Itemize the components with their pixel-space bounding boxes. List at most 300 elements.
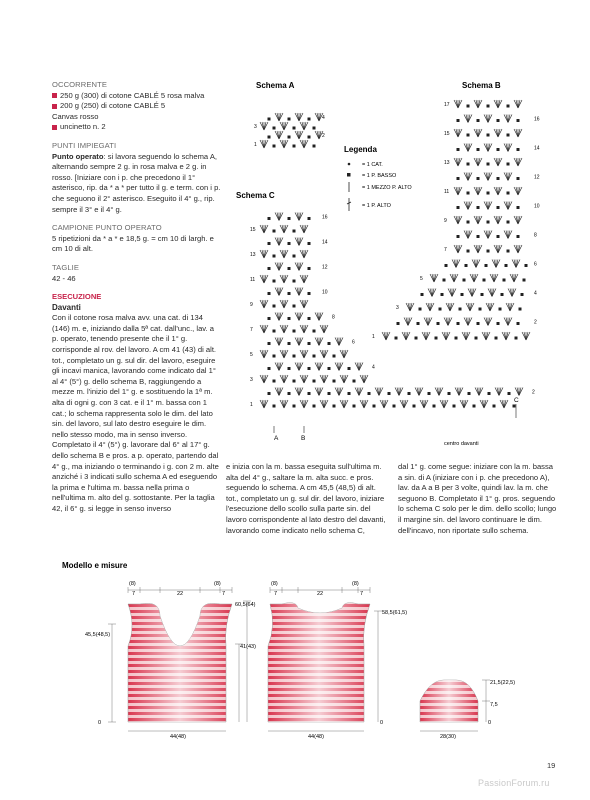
back-top-dim: 7: [360, 591, 364, 597]
square-icon: [293, 127, 296, 130]
stitch-fan-icon: [464, 231, 472, 239]
stitch-fan-icon: [275, 363, 283, 371]
sleeve-zero: 0: [488, 720, 492, 726]
stitch-fan-icon: [260, 275, 268, 283]
stitch-fan-icon: [448, 289, 456, 297]
stitch-fan-icon: [455, 388, 463, 396]
row-number: 7: [250, 327, 253, 333]
square-icon: [467, 163, 470, 166]
row-number: 4: [534, 290, 537, 297]
stitch-fan-icon: [494, 245, 502, 253]
front-top-dim: 7: [222, 591, 226, 597]
square-icon: [481, 293, 484, 296]
stitch-fan-icon: [280, 275, 288, 283]
stitch-fan-icon: [315, 363, 323, 371]
square-icon: [368, 392, 371, 395]
square-icon: [293, 405, 296, 408]
square-icon: [308, 317, 311, 320]
stitch-fan-icon: [300, 400, 308, 408]
square-icon: [313, 405, 316, 408]
square-icon: [517, 322, 520, 325]
stitch-fan-icon: [480, 400, 488, 408]
stitch-fan-icon: [484, 202, 492, 210]
square-icon: [507, 221, 510, 224]
stitch-fan-icon: [484, 318, 492, 326]
square-icon: [328, 392, 331, 395]
row-number: 5: [250, 352, 253, 358]
stitch-fan-icon: [484, 173, 492, 181]
square-icon: [465, 264, 468, 267]
row-number: 3: [250, 377, 253, 383]
square-icon: [293, 305, 296, 308]
stitch-fan-icon: [395, 388, 403, 396]
square-icon: [408, 392, 411, 395]
square-icon: [467, 105, 470, 108]
label-a: A: [274, 435, 279, 442]
watermark: PassionForum.ru: [478, 778, 550, 788]
stitch-fan-icon: [375, 388, 383, 396]
square-icon: [477, 206, 480, 209]
square-icon: [268, 267, 271, 270]
stitch-fan-icon: [475, 388, 483, 396]
square-icon: [457, 148, 460, 151]
stitch-fan-icon: [454, 187, 462, 195]
square-icon: [459, 308, 462, 311]
stitch-fan-icon: [295, 213, 303, 221]
square-icon: [463, 279, 466, 282]
sleeve-cap-height: 7,5: [490, 702, 498, 708]
label-c: C: [514, 397, 519, 404]
square-icon: [313, 355, 316, 358]
stitch-fan-icon: [506, 303, 514, 311]
stitch-fan-icon: [340, 400, 348, 408]
material-item: 250 g (300) di cotone CABLÉ 5 rosa malva: [52, 91, 222, 102]
square-icon: [515, 337, 518, 340]
square-bullet-icon: [52, 104, 57, 109]
execution-heading: ESECUZIONE: [52, 292, 102, 302]
stitch-fan-icon: [514, 158, 522, 166]
stitch-fan-icon: [295, 131, 303, 139]
stitch-fan-icon: [504, 202, 512, 210]
square-icon: [268, 317, 271, 320]
stitch-fan-icon: [462, 332, 470, 340]
stitch-fan-icon: [275, 113, 283, 121]
canvas-item: Canvas rosso: [52, 111, 99, 121]
stitch-fan-icon: [474, 216, 482, 224]
stitch-fan-icon: [424, 318, 432, 326]
square-icon: [428, 392, 431, 395]
square-icon: [268, 242, 271, 245]
square-icon: [525, 264, 528, 267]
sleeve-right-height: 21,5(22,5): [490, 680, 516, 686]
square-icon: [457, 235, 460, 238]
row-number: 2: [322, 133, 325, 139]
square-icon: [477, 119, 480, 122]
stitch-fan-icon: [320, 325, 328, 333]
square-icon: [308, 342, 311, 345]
legend: [344, 145, 412, 211]
square-icon: [495, 337, 498, 340]
square-icon: [268, 118, 271, 121]
gauge-heading: CAMPIONE PUNTO OPERATO: [52, 223, 162, 233]
back-top-dim: (8): [352, 581, 359, 587]
row-number: 7: [444, 247, 447, 253]
row-number: 3: [396, 305, 399, 311]
stitch-fan-icon: [494, 158, 502, 166]
scheme-a-grid: [254, 113, 325, 148]
square-icon: [273, 380, 276, 383]
square-icon: [499, 308, 502, 311]
front-left-height: 45,5(48,5): [85, 632, 111, 638]
stitch-fan-icon: [468, 289, 476, 297]
stitch-fan-icon: [442, 332, 450, 340]
material-item: 200 g (250) di cotone CABLÉ 5: [52, 101, 222, 112]
square-icon: [353, 405, 356, 408]
execution-text-col2: e inizia con la m. bassa eseguita sull'ultima m. alta del 4° g., saltare la m. alta succ. e pros. seguendo lo schema. A cm 45,5 (48,5) di alt. tot., completato un g. sul dir. del lavoro, iniziare l'esecuzione dello scollo sulla parte sin. del lavoro corrispondente al lato destro del davanti, lavorando come indicato nello schema C,: [226, 462, 386, 535]
models-title: Modello e misure: [62, 561, 128, 570]
square-bullet-icon: [52, 125, 57, 130]
back-zero: 0: [380, 720, 384, 726]
stitches-text: Punto operato: si lavora seguendo lo schema A, alternando sempre 2 g. in rosa malva e 2 g. in rosso. [Iniziare con i p. che precedono il 1° asterisco, rip. da * a * per tutto il g. e term. con i p. che seguono il 2° asterisco. Eseguito il 4° g., rip. sempre il 3° e il 4° g.: [52, 151, 221, 214]
square-icon: [507, 105, 510, 108]
stitch-fan-icon: [484, 231, 492, 239]
square-icon: [413, 405, 416, 408]
square-icon: [493, 405, 496, 408]
square-icon: [453, 405, 456, 408]
stitch-fan-icon: [382, 332, 390, 340]
square-icon: [308, 136, 311, 139]
square-icon: [507, 192, 510, 195]
stitch-fan-icon: [260, 250, 268, 258]
square-icon: [517, 148, 520, 151]
stitch-fan-icon: [280, 300, 288, 308]
stitch-fan-icon: [320, 400, 328, 408]
stitch-fan-icon: [275, 238, 283, 246]
row-number: 2: [534, 319, 537, 326]
square-icon: [308, 392, 311, 395]
stitch-fan-icon: [335, 363, 343, 371]
front-piece: [85, 581, 256, 740]
stitch-fan-icon: [355, 388, 363, 396]
square-icon: [487, 134, 490, 137]
stitch-fan-icon: [510, 274, 518, 282]
square-icon: [313, 330, 316, 333]
square-icon: [461, 293, 464, 296]
stitch-fan-icon: [464, 318, 472, 326]
row-number: 14: [534, 145, 540, 152]
back-top-dim: (8): [271, 581, 278, 587]
square-icon: [443, 279, 446, 282]
square-icon: [517, 119, 520, 122]
square-icon: [293, 230, 296, 233]
square-icon: [419, 308, 422, 311]
square-icon: [288, 118, 291, 121]
square-icon: [487, 250, 490, 253]
row-number: 16: [534, 116, 540, 123]
row-number: 10: [534, 203, 540, 210]
stitch-fan-icon: [504, 318, 512, 326]
row-number: 5: [420, 276, 423, 282]
stitch-fan-icon: [452, 260, 460, 268]
square-icon: [288, 217, 291, 220]
square-icon: [477, 177, 480, 180]
stitch-fan-icon: [460, 400, 468, 408]
square-icon: [353, 380, 356, 383]
stitch-fan-icon: [275, 263, 283, 271]
stitch-fan-icon: [300, 325, 308, 333]
stitch-fan-icon: [474, 100, 482, 108]
stitch-fan-icon: [315, 313, 323, 321]
sleeve-bottom-width: 28(30): [440, 734, 456, 740]
square-icon: [507, 134, 510, 137]
hook-item: uncinetto n. 2: [52, 122, 222, 133]
front-mid-height: 41(43): [240, 644, 256, 650]
square-icon: [483, 279, 486, 282]
stitch-fan-icon: [404, 318, 412, 326]
square-icon: [517, 206, 520, 209]
row-number: 1: [254, 142, 257, 148]
stitch-fan-icon: [280, 400, 288, 408]
stitch-fan-icon: [504, 231, 512, 239]
square-icon: [467, 192, 470, 195]
square-icon: [517, 235, 520, 238]
stitch-fan-icon: [275, 313, 283, 321]
row-number: 14: [322, 239, 328, 246]
square-icon: [467, 250, 470, 253]
stitch-fan-icon: [260, 122, 268, 130]
stitch-fan-icon: [402, 332, 410, 340]
stitch-fan-icon: [474, 245, 482, 253]
square-icon: [273, 305, 276, 308]
front-top-dim: (8): [214, 581, 221, 587]
stitch-fan-icon: [355, 363, 363, 371]
page-number: 19: [547, 761, 556, 770]
row-number: 3: [254, 124, 257, 130]
stitch-fan-icon: [295, 113, 303, 121]
row-number: 13: [444, 160, 450, 166]
square-icon: [523, 279, 526, 282]
stitch-fan-icon: [340, 375, 348, 383]
square-icon: [293, 330, 296, 333]
stitch-fan-icon: [486, 303, 494, 311]
square-icon: [293, 380, 296, 383]
stitch-fan-icon: [280, 225, 288, 233]
square-icon: [467, 221, 470, 224]
stitch-fan-icon: [280, 375, 288, 383]
stitch-fan-icon: [260, 350, 268, 358]
row-number: 10: [322, 289, 328, 296]
square-icon: [487, 192, 490, 195]
square-icon: [268, 292, 271, 295]
stitch-fan-icon: [446, 303, 454, 311]
stitch-fan-icon: [454, 158, 462, 166]
scheme-a-title: Schema A: [256, 81, 295, 90]
square-icon: [308, 118, 311, 121]
row-number: 4: [372, 364, 375, 371]
square-icon: [475, 337, 478, 340]
stitch-fan-icon: [514, 129, 522, 137]
stitch-fan-icon: [415, 388, 423, 396]
stitch-fan-icon: [514, 216, 522, 224]
stitch-fan-icon: [488, 289, 496, 297]
square-icon: [517, 177, 520, 180]
square-icon: [457, 322, 460, 325]
stitch-fan-icon: [454, 216, 462, 224]
crochet-schemes: [226, 78, 566, 458]
stitch-fan-icon: [490, 274, 498, 282]
stitch-fan-icon: [504, 173, 512, 181]
stitch-fan-icon: [300, 300, 308, 308]
stitch-fan-icon: [295, 238, 303, 246]
scheme-c-title: Schema C: [236, 191, 275, 200]
square-icon: [503, 279, 506, 282]
stitch-fan-icon: [495, 388, 503, 396]
square-icon: [488, 392, 491, 395]
back-bottom-width: 44(48): [308, 734, 324, 740]
square-icon: [487, 221, 490, 224]
square-icon: [273, 280, 276, 283]
row-number: 12: [322, 264, 328, 271]
stitch-fan-icon: [300, 122, 308, 130]
stitch-fan-icon: [360, 400, 368, 408]
square-icon: [508, 392, 511, 395]
stitch-fan-icon: [315, 338, 323, 346]
square-icon: [497, 177, 500, 180]
row-number: 6: [352, 339, 355, 346]
square-icon: [273, 127, 276, 130]
square-icon: [268, 342, 271, 345]
stitch-fan-icon: [482, 332, 490, 340]
stitch-fan-icon: [275, 131, 283, 139]
square-icon: [448, 392, 451, 395]
square-icon: [457, 119, 460, 122]
square-icon: [433, 405, 436, 408]
sizes-heading: TAGLIE: [52, 262, 80, 272]
square-icon: [435, 337, 438, 340]
row-number: 12: [534, 174, 540, 181]
stitch-fan-icon: [515, 388, 523, 396]
row-number: 11: [444, 189, 450, 195]
square-icon: [497, 206, 500, 209]
stitch-fan-icon: [320, 375, 328, 383]
square-icon: [497, 119, 500, 122]
row-number: 13: [250, 252, 256, 258]
gauge-text: 5 ripetizioni da * a * e 18,5 g. = cm 10 di largh. e cm 10 di alt.: [52, 233, 214, 254]
square-icon: [439, 308, 442, 311]
square-icon: [519, 308, 522, 311]
stitch-fan-icon: [444, 318, 452, 326]
stitch-fan-icon: [514, 187, 522, 195]
stitch-fan-icon: [260, 375, 268, 383]
square-icon: [293, 255, 296, 258]
square-icon: [513, 405, 516, 408]
cross-bar-icon: [347, 198, 351, 211]
square-icon: [507, 163, 510, 166]
square-icon: [421, 293, 424, 296]
stitch-fan-icon: [295, 313, 303, 321]
stitch-fan-icon: [474, 158, 482, 166]
square-icon: [487, 105, 490, 108]
square-icon: [288, 267, 291, 270]
square-icon: [395, 337, 398, 340]
front-subheading: Davanti: [52, 302, 81, 312]
square-icon: [521, 293, 524, 296]
stitch-fan-icon: [275, 213, 283, 221]
stitch-fan-icon: [295, 263, 303, 271]
legend-title: Legenda: [344, 145, 377, 154]
front-top-dim: 22: [177, 591, 184, 597]
square-icon: [397, 322, 400, 325]
stitch-fan-icon: [494, 129, 502, 137]
square-icon: [479, 308, 482, 311]
square-icon: [501, 293, 504, 296]
square-icon: [288, 292, 291, 295]
stitch-fan-icon: [300, 350, 308, 358]
square-icon: [308, 292, 311, 295]
scheme-b-title: Schema B: [462, 81, 501, 90]
stitch-fan-icon: [512, 260, 520, 268]
row-number: 11: [250, 277, 256, 283]
back-piece: [268, 581, 407, 740]
stitch-fan-icon: [502, 332, 510, 340]
front-bottom-width: 44(48): [170, 734, 186, 740]
stitch-fan-icon: [494, 100, 502, 108]
square-icon: [273, 405, 276, 408]
square-icon: [485, 264, 488, 267]
square-icon: [313, 145, 316, 148]
square-icon: [308, 242, 311, 245]
stitch-fan-icon: [275, 338, 283, 346]
square-icon: [268, 392, 271, 395]
stitch-fan-icon: [280, 325, 288, 333]
legend-item: = 1 CAT.: [362, 162, 383, 168]
scheme-c-grid: [250, 213, 535, 434]
stitch-fan-icon: [360, 375, 368, 383]
square-icon: [417, 322, 420, 325]
stitch-fan-icon: [514, 100, 522, 108]
front-zero: 0: [98, 720, 102, 726]
row-number: 8: [534, 232, 537, 239]
stitch-fan-icon: [280, 250, 288, 258]
square-icon: [507, 250, 510, 253]
square-icon: [313, 380, 316, 383]
legend-item: = 1 MEZZO P. ALTO: [362, 185, 412, 191]
square-icon: [497, 322, 500, 325]
square-icon: [273, 230, 276, 233]
stitch-fan-icon: [500, 400, 508, 408]
square-icon: [273, 255, 276, 258]
stitch-fan-icon: [470, 274, 478, 282]
stitch-fan-icon: [295, 388, 303, 396]
square-icon: [347, 173, 351, 177]
square-icon: [288, 342, 291, 345]
centro-davanti-label: centro davanti: [444, 441, 479, 447]
stitch-fan-icon: [380, 400, 388, 408]
stitch-fan-icon: [464, 144, 472, 152]
stitch-fan-icon: [472, 260, 480, 268]
row-number: 6: [534, 261, 537, 268]
stitch-fan-icon: [320, 350, 328, 358]
square-icon: [308, 217, 311, 220]
stitch-fan-icon: [514, 245, 522, 253]
front-top-dim: 7: [132, 591, 136, 597]
stitch-fan-icon: [420, 400, 428, 408]
square-icon: [457, 177, 460, 180]
square-icon: [455, 337, 458, 340]
square-icon: [313, 127, 316, 130]
row-number: 15: [250, 227, 256, 233]
stitch-fan-icon: [464, 115, 472, 123]
